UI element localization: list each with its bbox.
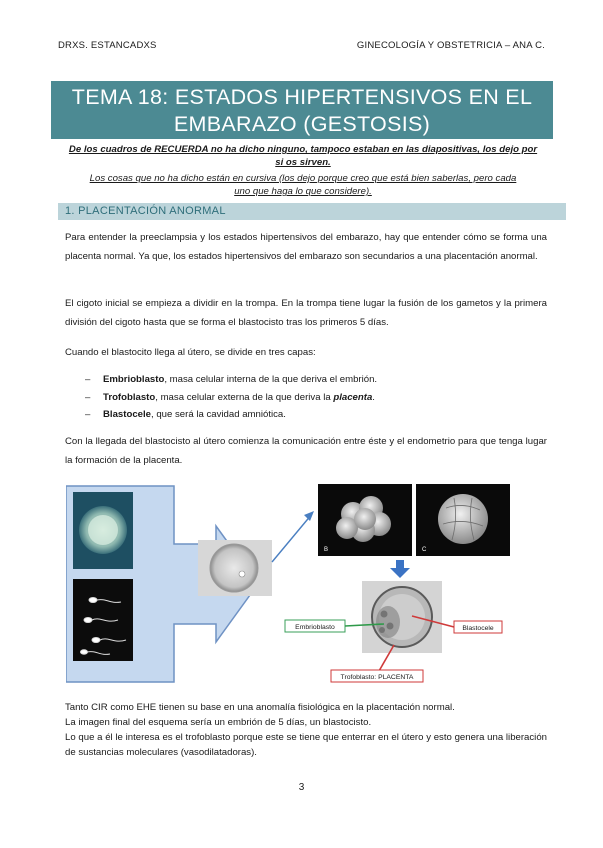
paragraph-endometrio: Con la llegada del blastocisto al útero comienza la comunicación entre éste y el endometrio para que tenga lugar la formación de la placenta. [65,436,547,466]
paragraph-cir-ehe-line-2: La imagen final del esquema sería un embrión de 5 días, un blastocisto. [65,717,372,728]
note-recuerda [58,143,548,169]
label-blastocele: Blastocele [462,625,494,632]
desc-trofoblasto: , masa celular externa de la que deriva la [155,391,334,403]
desc-embrioblasto: , masa celular interna de la que deriva el embrión. [164,374,378,385]
bullet-dash: – [85,374,91,385]
paragraph-cir-ehe-line-1: Tanto CIR como EHE tienen su base en una anomalía fisiológica en la placentación normal. [65,702,455,713]
section-heading: 1. PLACENTACIÓN ANORMAL [58,203,566,220]
paragraph-cir-ehe-line-3: Lo que a él le interesa es el trofoblasto porque este se tiene que enterrar en el útero y esto genera una liberación de sustancias moleculares (vasodilatadoras). [65,732,547,758]
title-line-1: TEMA 18: ESTADOS HIPERTENSIVOS EN EL [71,85,533,109]
desc-blastocele: , que será la cavidad amniótica. [151,409,286,420]
note-cursiva-line-1: Los cosas que no ha dicho están en cursiva (los dejo porque creo que está bien saberlas, pero cada [89,173,517,184]
note-cursiva [58,172,548,198]
panel-label-b: B [324,547,329,553]
down-arrow [390,560,410,578]
panel-label-c: C [422,547,427,553]
term-blastocele: Blastocele [103,409,151,420]
list-item-trofoblasto [85,389,377,407]
emphasis-placenta: placenta [333,391,373,403]
bullet-dash: – [85,391,91,403]
note-cursiva-line-2: uno que haga lo que considere). [234,186,372,197]
paragraph-cir-ehe [65,700,547,760]
paragraph-placenta-normal: Para entender la preeclampsia y los estados hipertensivos del embarazo, hay que entender cómo se forma una placenta normal. Ya que, los estados hipertensivos del embarazo son secundarios a una placentación anormal. [65,232,547,262]
header-left: DRXS. ESTANCADXS [58,40,157,51]
title-line-2: EMBARAZO (GESTOSIS) [173,112,431,136]
label-embrioblasto: Embrioblasto [295,624,335,631]
list-item-blastocele [85,406,377,424]
paragraph-cigoto: El cigoto inicial se empieza a dividir en la trompa. En la trompa tiene lugar la fusión de los gametos y la primera división del cigoto hasta que se forma el blastocisto tras los primeros 5 días. [65,298,547,328]
arrow-to-morula [272,514,312,562]
label-trofoblasto: Trofoblasto: PLACENTA [340,674,414,681]
blastocyst-figure [66,484,542,684]
bullet-dash: – [85,409,91,420]
page-number: 3 [298,782,305,793]
desc-trofoblasto-tail: . [372,391,375,403]
zygote-cell [210,544,258,592]
list-item-embrioblasto [85,371,377,389]
page-title [51,81,553,139]
layers-list [85,371,377,424]
note-recuerda-line-1: De los cuadros de RECUERDA no ha dicho ninguno, tampoco estaban en las diapositivas, los dejo por [68,144,538,155]
term-embrioblasto: Embrioblasto [103,374,165,385]
term-trofoblasto: Trofoblasto [103,391,156,403]
morula-c-cells [438,494,488,544]
paragraph-blastocito: Cuando el blastocito llega al útero, se divide en tres capas: [65,347,316,358]
header-right: GINECOLOGÍA Y OBSTETRICIA – ANA C. [356,40,545,51]
note-recuerda-line-2: si os sirven. [275,157,331,168]
